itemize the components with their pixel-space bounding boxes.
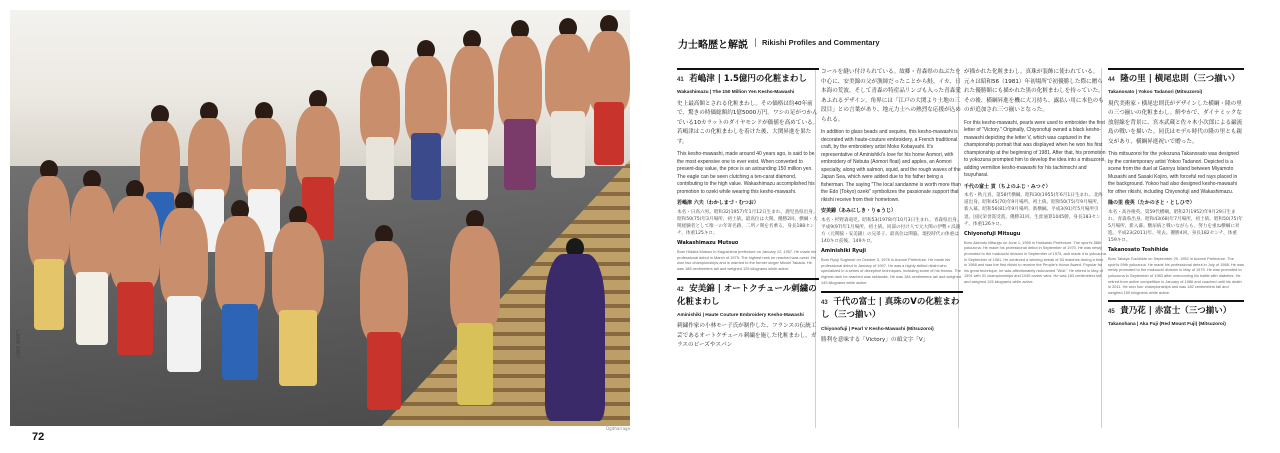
section-title-en: Rikishi Profiles and Commentary <box>762 38 880 47</box>
rikishi-name-en: Takanosato Toshihide <box>1108 247 1169 254</box>
entry-subtitle: Takanosato | Yokoo Tadanori (Mitsuzoroi) <box>1108 90 1203 96</box>
column-4 <box>1108 68 1244 438</box>
entry-title: 貴乃花 | 赤富士（三つ揃い） <box>1120 305 1232 316</box>
rikishi-bio-en: Born Takaya Toshihide on September 29, 1952 in Aomori Prefecture. The sport's 59th yokozuna. He made his professional debut in July of 1968. He was newly promoted to the makuuchi division in May of 1975. He was promoted to yokozuna in September of 1983 after overcoming his battle with diabetes. He retired from active competition in January of 1986 and coached until his death in 2011. He won four championships and was 182 centimeters tall and weighed 159 kilograms while active. <box>1108 256 1244 296</box>
rikishi-name-jp: 隆の里 俊英（たかのさと・としひで） <box>1108 200 1195 207</box>
section-title: 力士略歴と解説 <box>678 40 748 51</box>
kesho-mawashi <box>594 102 624 165</box>
wrestler-figure <box>110 180 160 355</box>
wrestler-figure <box>70 170 114 345</box>
wrestler-figure <box>498 20 542 190</box>
gyoji-figure <box>545 238 605 426</box>
entry-44-head <box>1108 68 1244 86</box>
entry-body-jp: コールを縫い付けられている。故郷・青森県のねぶたを中心に、安美錦の父が漁師だったことから鮭、イカ、日本海の荒波、そして青森の特産品リンゴも入った青森愛あふれるデザイン。角界には「江戸の大関より土地の三段目」との言葉があり、地元力士への熱烈な応援が込められる。 <box>821 69 961 123</box>
wrestler-figure <box>450 210 500 405</box>
rikishi-name-jp: 安美錦（あみにしき・りゅうじ） <box>821 208 897 214</box>
rikishi-name-en: Wakashimazu Mutsuo <box>677 240 739 247</box>
entry-title: 安美錦 | オートクチュール刺繍の化粧まわし <box>677 283 817 307</box>
kesho-mawashi <box>367 332 402 410</box>
kesho-mawashi <box>456 129 488 200</box>
entry-number: 45 <box>1108 308 1115 315</box>
rikishi-name-en: Aminishiki Ryuji <box>821 248 866 255</box>
wrestler-figure <box>588 15 630 165</box>
rikishi-bio-jp: 本名・杉野森竜児。昭和53(1978)年10月3日生まれ、青森県出身。平成9(97)年1月場所、初土俵。同部の付け人で元大関の伊勢ヶ浜親方（元関脇・安美錦）の兄弟子。最高位は関脇。現役時代の体重は140キロ前後、149キロ。 <box>821 217 962 245</box>
kesho-mawashi <box>551 111 584 178</box>
page-number: 72 <box>32 431 45 443</box>
rikishi-name-jp: 千代の富士 貢（ちよのふじ・みつぐ） <box>964 183 1051 190</box>
column-2 <box>821 68 963 438</box>
entry-43-head <box>821 291 963 322</box>
rikishi-bio-en: Born Ryuji Sugimori on October 3, 1978 in Aomori Prefecture. He made his professional debut in January of 1997. He was a highly skilled rikishi who specialized in a series of deceptive techniques, including some of his throws. The highest rank he reached was sekiwake. He was 184 centimeters tall and weighed 149 kilograms while active. <box>821 256 961 285</box>
ceremony-photo <box>10 10 630 426</box>
entry-subtitle: Chiyonofuji | Pearl V Kesho-Mawashi (Mitsuzoroi) <box>821 326 934 332</box>
wrestler-figure <box>272 206 324 386</box>
entry-body-jp: 史上最高額とされる化粧まわし。その価格は約40年前で、驚きの時価総額約1億5000万円。ワシの足がつかんでいる10カラットのダイヤモンドが価値を高めている。若嶋津はこの化粧まわしを着けた後、大関昇進を果たす。 <box>677 100 819 145</box>
entry-title: 若嶋津 | 1.5億円の化粧まわし <box>689 74 807 84</box>
entry-subtitle: Aminishiki | Haute Couture Embroidery Kesho-Mawashi <box>677 313 804 318</box>
kesho-mawashi <box>167 296 202 372</box>
rikishi-bio-en: Born Akimoto Mitsugu on June 1, 1955 in Hokkaido Prefecture. The sport's 58th yokozuna. He made his professional debut in September of 1970. He was newly promoted to the makuuchi division in September of 1975, and made it to yokozuna in September of 1981. He achieved a winning streak of 53 matches during a time in 1988 and was the first rikishi to receive the People's Honor Award. Popular for his great technique, he was affectionately nicknamed "Wolf." He retired in May of 1991 with 31 championships and 1045 career wins. He was 183 centimeters tall and weighed 126 kilograms while active. <box>964 239 1106 285</box>
wrestler-figure <box>360 50 400 200</box>
wrestler-figure <box>405 40 447 200</box>
wrestler-figure <box>360 225 408 410</box>
rikishi-bio-jp: 本名・秋元貢。第58代横綱。昭和30(1955)年6月1日生まれ、北海道出身。昭和45(70)年9月場所、初土俵。昭和50(75)年9月場所、新入幕。昭和56(81)年9月場所、新横綱。平成3(91)年5月場所引退。国民栄誉賞受賞。優勝31回、生涯通算1045勝。身長183センチ、体重126キロ。 <box>964 193 1103 227</box>
entry-42-head <box>677 278 819 309</box>
entry-number: 43 <box>821 300 828 307</box>
entry-number: 42 <box>677 286 684 293</box>
entry-body-en: For this kesho-mawashi, pearls were used to embroider the first letter of "Victory." Originally, Chiyonofuji owned a black kesho-mawashi depicting the letter V, which was captured in the championship portrait that was displayed when he won his first championship at the beginning of 1981. After that, his promotion to yokozuna prompted him to develop the idea into a mitsuzoroi, adding vermilion kesho-mawashi for his tachimochi and tsuyuharai. <box>964 119 1106 178</box>
rikishi-bio-jp: 本名・日高六男。昭和32(1957)年1月12日生まれ、鹿児島県出身。昭和50(75)年3月場所、初土俵。最高位は大関。優勝2回。横綱・大関経験者として唯一の年寄名跡、二所ノ関を名乗る。身長188センチ、体重125キロ。 <box>677 209 818 237</box>
photo-credit: Ogitharrage <box>606 426 631 431</box>
entry-body-jp: 現代美術家・横尾忠則氏がデザインした横綱・隆の里の三つ揃いの化粧まわし。鮮やかで、ダイナミックな放射線を背景に、宮本武蔵と佐々木小次郎による巌流島の戦いを描いた。同氏はモデル時代の隆の里とも親交があり、横綱昇進祝いで贈った。 <box>1108 100 1243 145</box>
wrestler-figure <box>160 192 208 372</box>
wrestler-figure <box>215 200 265 380</box>
entry-body-en: This kesho-mawashi, made around 40 years ago, is said to be the most expensive one to ever exist. When converted to present-day value, the price is an astounding 150 million yen. The eagle can be seen clutching a ten-carat diamond, contributing to the high value. Wakashimazu accomplished his promotion to ozeki while wearing this kesho-mawashi. <box>677 151 815 195</box>
wrestler-figure <box>450 30 494 200</box>
kesho-mawashi <box>411 133 441 200</box>
entry-body-en: In addition to glass beads and sequins, this kesho-mawashi is decorated with haute-couture embroidery, a French traditional craft, by the embroidery artist Moko Kobayashi. It's representative of Aminishiki's love for his home Aomori, with embroidery of Nebuta (Aomori float) and apples, an Aomori specialty, along with salmon, squid, and the rough waves of the Japan Sea, which were added due to his father being a fisherman. The saying "The local sandanme is worth more than the Edo (Tokyo) ozeki" symbolizes the passionate support that rikishi receive from their hometown. <box>821 129 961 203</box>
entry-45-head <box>1108 300 1244 318</box>
wrestler-figure <box>545 18 591 178</box>
kesho-mawashi <box>279 310 316 386</box>
entry-subtitle: Takanohana | Aka Fuji (Red Mount Fuji) (Mitsuzoroi) <box>1108 321 1226 327</box>
entry-title: 隆の里 | 横尾忠則（三つ揃い） <box>1120 74 1240 84</box>
kesho-mawashi <box>117 282 153 356</box>
kesho-mawashi <box>222 304 258 380</box>
rikishi-bio-en: Born Hidaka Mutsuo in Kagoshima prefecture on January 12, 1957. He made his professional debut in March of 1975. The highest rank he reached was ozeki. He won two championships and is married to the former singer Mizuhi Takada. He was 188 centimeters tall and weighed 125 kilograms while active. <box>677 249 817 271</box>
entry-body-jp: 刺繍作家の小林モー子氏が制作した、フランスの伝統工芸であるオートクチュール刺繍を施した化粧まわし。ガラスのビーズやスパン <box>677 323 817 349</box>
kesho-mawashi <box>504 119 536 190</box>
side-caption: LAMA 1987 <box>14 330 20 359</box>
entry-body-jp: 勝利を意味する「Victory」の頭文字「V」 <box>821 336 929 343</box>
kesho-mawashi <box>34 259 64 330</box>
entry-number: 44 <box>1108 77 1115 83</box>
entry-body-jp: が描かれた化粧まわし。真珠が装飾に使われている。元々は昭和56（1981）年初場所で初優勝した際に贈られた優勝額にも描かれた黒の化粧まわしを持っていた。その後、横綱昇進を機に大刀持ち、露払い用に本色のものが追加され三つ揃いとなった。 <box>964 69 1104 113</box>
column-3 <box>964 68 1106 438</box>
rikishi-name-jp: 若嶋津 六夫（わかしまづ・むつお） <box>677 200 759 207</box>
kesho-mawashi <box>366 137 395 200</box>
kesho-mawashi <box>457 323 493 405</box>
rikishi-bio-jp: 本名・高谷俊英。第59代横綱。昭和27(1952)年9月29日生まれ、青森県出身。昭和43(68)年7月場所、初土俵。昭和50(75)年5月場所、新入幕。糖尿病と戦いながらも、努力を重ね横綱に昇進。平成23(2011)年、死去。優勝4回。身長182センチ、体重159キロ。 <box>1108 209 1243 244</box>
kesho-mawashi <box>76 272 108 346</box>
wrestler-figure <box>28 160 70 330</box>
entry-number: 41 <box>677 77 684 83</box>
entry-subtitle: Wakashimazu | The 150 Million Yen Kesho-Mawashi <box>677 90 795 96</box>
entry-title: 千代の富士 | 真珠のVの化粧まわし（三つ揃い） <box>821 297 960 321</box>
rikishi-name-en: Chiyonofuji Mitsugu <box>964 230 1021 237</box>
header-divider <box>755 38 756 47</box>
column-1 <box>677 68 819 438</box>
entry-body-en: This mitsuzoroi for the yokozuna Takanosato was designed by the contemporary artist Yokoo Tadanori. Depicted is a scene from the duel at Ganryu Island between Miyamoto Musashi and Sasaki Kojiro, with forceful red rays placed in the background. Yokoo had also designed kesho-mawashi for other rikishi, including Chiyonofuji and Wakashimazu. <box>1108 151 1239 195</box>
entry-41-head <box>677 68 819 86</box>
